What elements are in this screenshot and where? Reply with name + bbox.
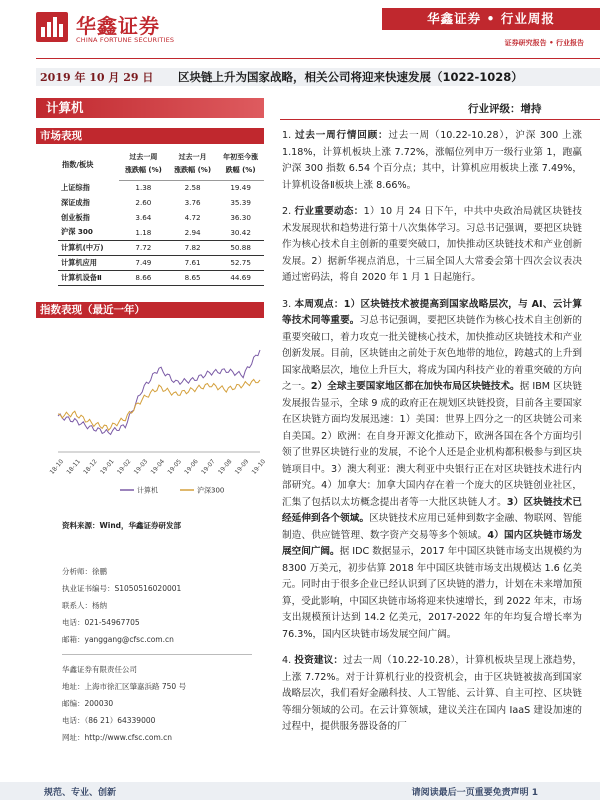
report-type-ribbon: 华鑫证券 • 行业周报: [382, 8, 600, 30]
date-title-bar: [36, 68, 600, 86]
x-tick-label: 19-02: [115, 458, 133, 476]
company-address: 地址：上海市徐汇区肇嘉浜路 750 号: [62, 682, 187, 691]
market-performance-table: [58, 148, 264, 286]
x-tick-label: 19-01: [99, 458, 116, 476]
rating-divider: [280, 119, 600, 120]
x-tick-label: 19-08: [216, 458, 234, 476]
column-header: 指数/板块: [62, 159, 94, 169]
logo-mark-icon: [36, 12, 68, 42]
column-header: 过去一月 涨跌幅 (%): [168, 148, 217, 180]
row-name: 计算机(中万): [58, 240, 119, 255]
report-type-subtitle: 证券研究报告 • 行业报告: [504, 39, 584, 47]
x-tick-label: 19-06: [183, 458, 200, 476]
table-cell: 4.72: [184, 213, 201, 222]
index-performance-chart: [40, 324, 268, 500]
analyst-license: 执业证书编号：S1050516020001: [62, 584, 182, 593]
table-row: [58, 270, 264, 285]
table-cell: 35.39: [230, 198, 251, 207]
market-performance-heading: 市场表现: [36, 128, 264, 144]
table-cell: 2.58: [184, 183, 201, 193]
column-header: 过去一周 涨跌幅 (%): [119, 148, 168, 180]
contact-email[interactable]: 邮箱：yanggang@cfsc.com.cn: [62, 635, 174, 644]
contact-phone: 电话：021-54967705: [62, 618, 140, 627]
table-row: [58, 240, 264, 255]
logo-text-en: CHINA FORTUNE SECURITIES: [76, 36, 175, 44]
company-phone: 电话：（86 21）64339000: [62, 716, 156, 725]
x-tick-label: 19-03: [132, 458, 150, 476]
report-title: 区块链上升为国家战略，相关公司将迎来快速发展（1022-1028）: [178, 70, 523, 84]
table-cell: 30.42: [230, 227, 251, 237]
row-name: 创业板指: [61, 212, 90, 222]
table-cell: 1.18: [135, 227, 152, 237]
contact-name: 联系人：杨纳: [62, 601, 107, 610]
contact-divider: [62, 654, 252, 655]
paragraph-investment-advice: 4. 投资建议：过去一周（10.22-10.28），计算机板块呈现上涨趋势，上涨 7.72%。对于计算机行业的投资机会，由于区块链被拔高到国家战略层次，我们看好金融科技、人工智能、云计算、自主可控、区块链等细分领域的公司。在云计算领域，建议关注在国内 IaaS 建设加速的过程中，提供服务器设备的厂: [282, 655, 583, 732]
header-divider: [36, 58, 600, 59]
table-cell: 7.49: [119, 255, 168, 270]
x-tick-label: 19-04: [149, 458, 167, 476]
index-chart-heading: 指数表现（最近一年）: [36, 302, 264, 318]
x-tick-label: 18-12: [82, 458, 99, 476]
table-cell: 2.60: [135, 198, 152, 207]
table-cell: 50.88: [217, 240, 264, 255]
table-row: [58, 195, 264, 210]
table-row: [58, 225, 264, 240]
paragraph-industry-news: 2. 行业重要动态：1）10 月 24 日下午，中共中央政治局就区块链技术发展现状和趋势进行第十八次集体学习。习总书记强调，要把区块链作为核心技术自主创新的重要突破口，加快推动区块链技术和产业创新发展。2）据新华视点消息，十三届全国人大常委会第十四次会议表决通过密码法，将自 2020 年 1 月 1 日起施行。: [282, 206, 583, 283]
company-zip: 邮编：200030: [62, 699, 114, 708]
x-tick-label: 18-11: [65, 458, 82, 476]
page-footer: [0, 782, 600, 800]
x-tick-label: 19-10: [250, 458, 268, 476]
x-tick-label: 18-10: [48, 458, 66, 476]
report-body: [282, 128, 582, 746]
table-cell: 7.61: [168, 255, 217, 270]
company-website[interactable]: 网址：http://www.cfsc.com.cn: [62, 733, 173, 742]
company-logo: [36, 10, 175, 50]
table-cell: 3.64: [135, 213, 152, 222]
x-tick-label: 19-07: [200, 458, 217, 476]
table-header-row: [58, 148, 264, 180]
series-line-1: [58, 379, 260, 430]
table-cell: 19.49: [230, 183, 251, 193]
series-line-0: [58, 350, 260, 435]
column-header: 年初至今涨 跌幅 (%): [217, 148, 264, 180]
table-cell: 7.72: [119, 240, 168, 255]
paragraph-weekly-view: 3. 本周观点：1）区块链技术被提高到国家战略层次，与 AI、云计算等技术同等重要。习总书记强调，要把区块链作为核心技术自主创新的重要突破口，着力攻克一批关键核心技术，加快推动区块链技术和产业创新发展。目前，区块链由之前处于灰色地带的地位，跨越式的上升到国家战略层次，地位上升巨大，将成为国内科技产业的着重突破的方向之一。2）全球主要国家地区都在加快布局区块链技术。据 IBM 区块链发展报告显示，全球 9 成的政府正在规划区块链投资，目前各主要国家在区块链方面均发展迅速：1）美国：世界上四分之一的区块链公司来自美国。2）欧洲：在自身开源文化推动下，欧洲各国在各个方面均引领了世界区块链行业的发展，不论个人还是企业机构都积极参与到区块链项目中。3）澳大利亚：澳大利亚中央银行正在对区块链技术进行内部研究。4）加拿大：加拿大国内存在着一个庞大的区块链创业社区，汇集了包括以太坊概念提出者等一大批区块链人才。3）区块链技术已经延伸到各个领域。区块链技术应用已延伸到数字金融、物联网、智能制造、供应链管理、数字资产交易等多个领域。4）国内区块链市场发展空间广阔。据 IDC 数据显示，2017 年中国区块链市场支出规模约为 8300 万美元，初步估算 2018 年中国区块链市场支出规模达 1.6 亿美元。同时由于很多企业已经认识到了区块链的潜力，计划在未来增加预算，受此影响，中国区块链市场将迎来快速增长，到 2022 年末，市场支出规模预计达到 14.2 亿美元，2017-2022 年的年均复合增长率为 76.3%，国内区块链市场发展空间广阔。: [282, 298, 583, 640]
analyst-name: 分析师：徐鹏: [62, 567, 107, 576]
table-cell: 36.30: [230, 213, 251, 222]
paragraph-weekly-review: 1. 过去一周行情回顾：过去一周（10.22-10.28），沪深 300 上涨 1.18%，计算机板块上涨 7.72%，涨幅位列申万一级行业第 1，跑赢沪深 300 指数 6.54 个百分点；其中，计算机应用板块上涨 7.49%，计算机设备Ⅱ板块上涨 8.66%。: [282, 130, 582, 191]
row-name: 上证综指: [61, 182, 90, 192]
table-cell: 1.38: [135, 183, 152, 193]
table-cell: 3.76: [184, 198, 201, 207]
row-name: 计算机应用: [58, 255, 119, 270]
table-row: [58, 255, 264, 270]
sector-label: 计算机: [36, 98, 264, 118]
chart-source: 资料来源：Wind，华鑫证券研发部: [62, 521, 182, 530]
x-tick-label: 19-05: [166, 458, 183, 476]
industry-rating: 行业评级：增持: [468, 103, 542, 115]
report-date: 2019 年 10 月 29 日: [40, 71, 154, 84]
row-name: 沪深 300: [61, 227, 93, 237]
x-tick-label: 19-09: [233, 458, 251, 476]
footer-disclaimer: 请阅读最后一页重要免责声明 1: [411, 788, 538, 798]
table-cell: 8.65: [168, 270, 217, 285]
legend-label: 计算机: [137, 486, 158, 495]
row-name: 深证成指: [61, 197, 90, 207]
footer-slogan: 规范、专业、创新: [44, 788, 117, 798]
table-cell: 7.82: [168, 240, 217, 255]
table-cell: 52.75: [217, 255, 264, 270]
table-row: [58, 180, 264, 195]
table-cell: 8.66: [119, 270, 168, 285]
company-name: 华鑫证券有限责任公司: [62, 665, 137, 674]
logo-text-cn: 华鑫证券: [76, 14, 160, 38]
table-row: [58, 210, 264, 225]
report-header: [0, 0, 600, 62]
legend-label: 沪深300: [197, 486, 225, 495]
table-cell: 2.94: [184, 227, 201, 237]
table-cell: 44.69: [217, 270, 264, 285]
row-name: 计算机设备Ⅱ: [58, 270, 119, 285]
